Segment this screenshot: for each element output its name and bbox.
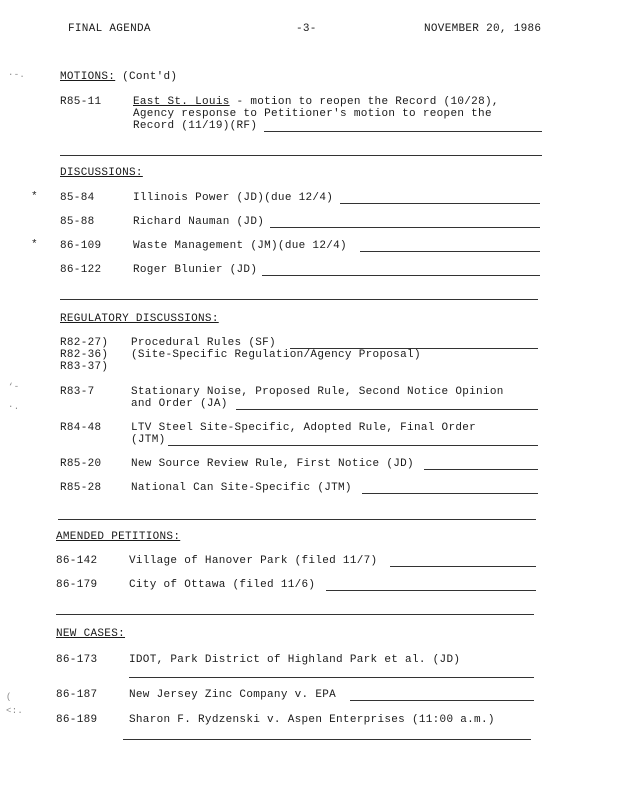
petition-text: Village of Hanover Park (filed 11/7) (129, 555, 378, 567)
section-divider (60, 299, 538, 300)
scan-mark: ·-. (8, 70, 26, 80)
discussion-number: 86-122 (60, 264, 102, 276)
fill-line (236, 409, 538, 410)
fill-line (168, 445, 538, 446)
case-text: Sharon F. Rydzenski v. Aspen Enterprises (11:00 a.m.) (129, 714, 495, 726)
priority-star: * (31, 191, 38, 203)
regulatory-text: National Can Site-Specific (JTM) (131, 482, 352, 494)
petition-number: 86-179 (56, 579, 98, 591)
fill-line (262, 275, 540, 276)
amended-heading: AMENDED PETITIONS: (56, 531, 181, 543)
scan-mark: ·. (8, 402, 20, 412)
scan-mark: <:. (6, 706, 24, 716)
scan-mark: ( (6, 692, 12, 702)
section-divider (60, 155, 542, 156)
case-text: New Jersey Zinc Company v. EPA (129, 689, 337, 701)
motion-number: R85-11 (60, 96, 102, 108)
motion-line-1 (133, 96, 499, 108)
petition-text: City of Ottawa (filed 11/6) (129, 579, 316, 591)
new-cases-heading: NEW CASES: (56, 628, 126, 640)
motion-line-3: Record (11/19)(RF) (133, 120, 258, 132)
regulatory-number: R83-37) (60, 361, 109, 373)
discussion-text: Roger Blunier (JD) (133, 264, 258, 276)
page-number: -3- (296, 23, 317, 35)
fill-line (424, 469, 538, 470)
header-date: NOVEMBER 20, 1986 (424, 23, 542, 35)
discussion-number: 85-88 (60, 216, 95, 228)
scan-mark: ‘- (8, 382, 20, 392)
petition-number: 86-142 (56, 555, 98, 567)
motion-line-1-rest: - motion to reopen the Record (10/28), (229, 96, 499, 108)
discussion-text: Richard Nauman (JD) (133, 216, 265, 228)
fill-line (129, 677, 534, 678)
regulatory-text: and Order (JA) (131, 398, 228, 410)
discussion-text: Illinois Power (JD)(due 12/4) (133, 192, 334, 204)
fill-line (390, 566, 536, 567)
header-left-title: FINAL AGENDA (68, 23, 151, 35)
motions-heading-suffix: (Cont'd) (122, 71, 178, 83)
case-text: IDOT, Park District of Highland Park et al. (JD) (129, 654, 461, 666)
regulatory-number: R82-36) (60, 349, 109, 361)
regulatory-text: LTV Steel Site-Specific, Adopted Rule, Final Order (131, 422, 477, 434)
regulatory-text: Procedural Rules (SF) (131, 337, 276, 349)
regulatory-text: New Source Review Rule, First Notice (JD) (131, 458, 414, 470)
case-number: 86-173 (56, 654, 98, 666)
section-divider (58, 519, 536, 520)
regulatory-text: (Site-Specific Regulation/Agency Proposal) (131, 349, 421, 361)
case-number: 86-187 (56, 689, 98, 701)
fill-line (350, 700, 534, 701)
regulatory-number: R84-48 (60, 422, 102, 434)
regulatory-number: R85-28 (60, 482, 102, 494)
regulatory-number: R85-20 (60, 458, 102, 470)
discussions-heading: DISCUSSIONS: (60, 167, 143, 179)
regulatory-heading: REGULATORY DISCUSSIONS: (60, 313, 219, 325)
regulatory-text: (JTM) (131, 434, 166, 446)
fill-line (340, 203, 540, 204)
fill-line (123, 739, 531, 740)
fill-line (264, 131, 542, 132)
fill-line (326, 590, 536, 591)
section-divider (56, 614, 534, 615)
priority-star: * (31, 239, 38, 251)
motion-party: East St. Louis (133, 96, 230, 108)
fill-line (270, 227, 540, 228)
fill-line (360, 251, 540, 252)
discussion-number: 85-84 (60, 192, 95, 204)
motion-line-2: Agency response to Petitioner's motion to reopen the (133, 108, 492, 120)
motions-heading-row (60, 71, 177, 83)
discussion-number: 86-109 (60, 240, 102, 252)
motions-heading: MOTIONS: (60, 71, 116, 83)
regulatory-number: R82-27) (60, 337, 109, 349)
fill-line (362, 493, 538, 494)
regulatory-text: Stationary Noise, Proposed Rule, Second Notice Opinion (131, 386, 504, 398)
case-number: 86-189 (56, 714, 98, 726)
discussion-text: Waste Management (JM)(due 12/4) (133, 240, 347, 252)
regulatory-number: R83-7 (60, 386, 95, 398)
